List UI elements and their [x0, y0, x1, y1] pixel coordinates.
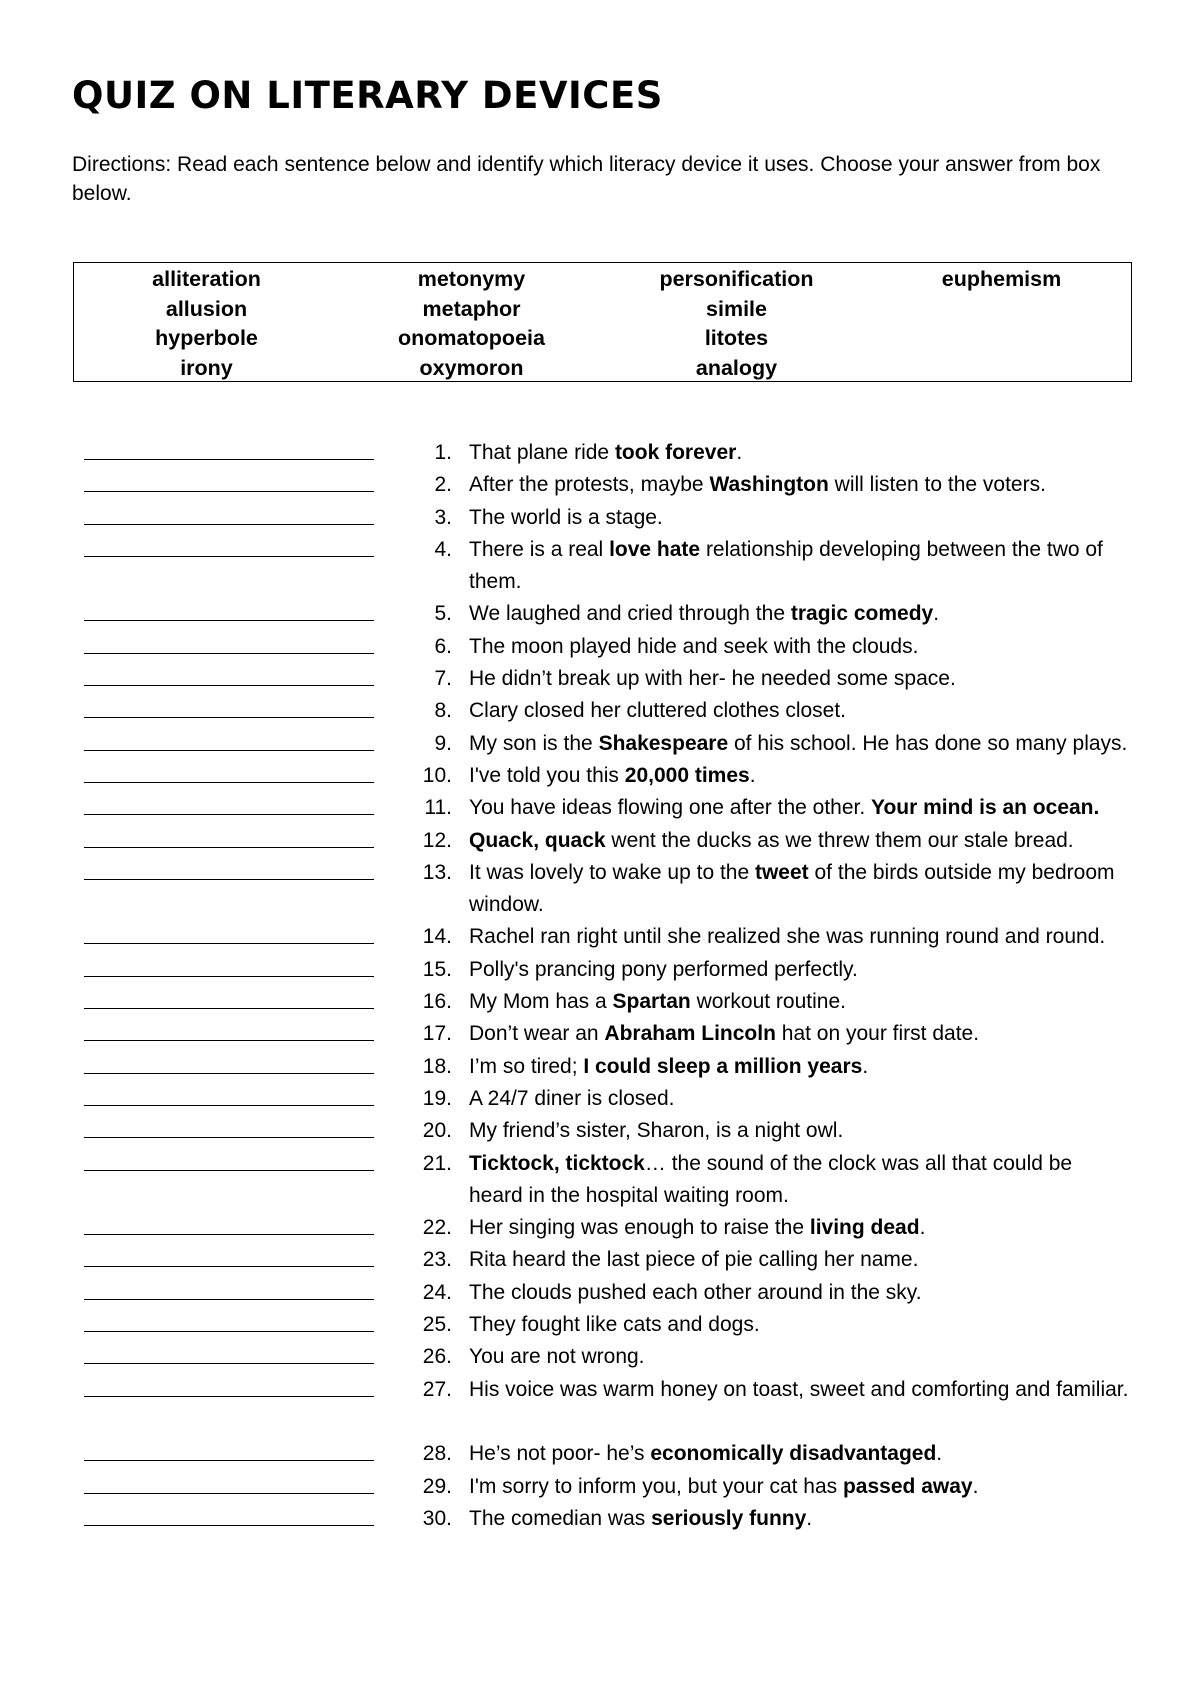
question-row [0, 1503, 1200, 1535]
question-row [0, 1309, 1200, 1341]
question-number: 21. [422, 1151, 452, 1175]
question-text [469, 631, 1129, 663]
question-list [0, 437, 1200, 1535]
question-fragment: Clary closed her cluttered clothes closet. [469, 699, 847, 723]
word-bank-term: oxymoron [419, 355, 524, 380]
question-highlight: love hate [609, 537, 701, 561]
question-number: 15. [422, 957, 452, 981]
question-row [0, 1115, 1200, 1147]
question-fragment: The comedian was [469, 1506, 652, 1530]
question-fragment: I've told you this [469, 763, 625, 787]
question-fragment: They fought like cats and dogs. [469, 1313, 760, 1337]
word-bank-column-2 [339, 265, 604, 383]
question-row [0, 1244, 1200, 1276]
question-number: 10. [422, 763, 452, 787]
question-number: 1. [434, 441, 452, 464]
question-fragment: After the protests, maybe [469, 473, 710, 497]
question-text [469, 663, 1129, 695]
question-fragment: will listen to the voters. [828, 473, 1046, 497]
question-fragment: went the ducks as we threw them our stale bread. [605, 828, 1074, 852]
answer-blank[interactable] [84, 653, 374, 654]
question-fragment: . [936, 1442, 943, 1466]
question-row [0, 921, 1200, 953]
question-text [469, 1018, 1129, 1050]
question-row [0, 502, 1200, 534]
question-number: 3. [434, 505, 452, 529]
word-bank-box [73, 262, 1132, 382]
question-row [0, 825, 1200, 857]
question-fragment: . [749, 763, 756, 787]
question-fragment: My Mom has a [469, 990, 613, 1014]
answer-blank[interactable] [84, 1525, 374, 1526]
question-text [469, 1148, 1129, 1213]
question-number: 13. [422, 860, 452, 884]
question-highlight: Shakespeare [598, 731, 729, 755]
question-row [0, 954, 1200, 986]
question-highlight: economically disadvantaged [650, 1442, 937, 1466]
answer-blank[interactable] [84, 879, 374, 880]
question-fragment: . [933, 602, 940, 626]
question-number: 11. [424, 796, 452, 820]
question-number: 23. [422, 1248, 452, 1272]
question-row [0, 1374, 1200, 1439]
answer-blank[interactable] [84, 1460, 374, 1461]
answer-blank[interactable] [84, 556, 374, 557]
question-row [0, 631, 1200, 663]
question-highlight: took forever [614, 441, 737, 464]
word-bank-term: allusion [165, 296, 248, 321]
question-number: 12. [422, 828, 452, 852]
question-fragment: A 24/7 diner is closed. [469, 1086, 675, 1110]
question-row [0, 534, 1200, 599]
answer-blank[interactable] [84, 620, 374, 621]
question-text [469, 1374, 1129, 1406]
question-number: 17. [422, 1022, 452, 1046]
question-text [469, 1277, 1129, 1309]
question-highlight: 20,000 times [624, 763, 750, 787]
answer-blank[interactable] [84, 847, 374, 848]
word-bank-term: euphemism [941, 267, 1062, 291]
question-number: 19. [422, 1086, 452, 1110]
question-row [0, 437, 1200, 469]
question-text [469, 1471, 1129, 1503]
question-fragment: The clouds pushed each other around in the sky. [469, 1280, 922, 1304]
question-highlight: Spartan [612, 990, 691, 1014]
question-fragment: He didn’t break up with her- he needed some space. [469, 667, 956, 691]
question-number: 27. [422, 1377, 452, 1401]
question-text [469, 1438, 1129, 1470]
question-text [469, 534, 1129, 599]
question-text [469, 986, 1129, 1018]
question-fragment: . [736, 441, 743, 464]
question-highlight: tweet [754, 860, 809, 884]
question-fragment: hat on your first date. [775, 1022, 980, 1046]
answer-blank[interactable] [84, 459, 374, 460]
question-highlight: living dead [809, 1216, 920, 1240]
answer-blank[interactable] [84, 1331, 374, 1332]
answer-blank[interactable] [84, 1234, 374, 1235]
word-bank-term: metonymy [417, 267, 526, 291]
question-row [0, 728, 1200, 760]
question-fragment: The moon played hide and seek with the clouds. [469, 634, 919, 658]
question-text [469, 1244, 1129, 1276]
question-number: 25. [422, 1313, 452, 1337]
question-fragment: You are not wrong. [469, 1345, 645, 1369]
question-row [0, 1051, 1200, 1083]
question-row [0, 598, 1200, 630]
question-row [0, 1277, 1200, 1309]
question-text [469, 921, 1129, 953]
question-text [469, 728, 1129, 760]
word-bank-column-3 [604, 265, 869, 383]
question-row [0, 1341, 1200, 1373]
answer-blank[interactable] [84, 1170, 374, 1171]
question-number: 7. [434, 667, 452, 691]
answer-blank[interactable] [84, 1008, 374, 1009]
question-fragment: There is a real [469, 537, 610, 561]
question-highlight: Your mind is an ocean. [871, 796, 1100, 820]
question-number: 16. [422, 990, 452, 1014]
question-text [469, 792, 1129, 824]
question-number: 28. [422, 1442, 452, 1466]
question-fragment: It was lovely to wake up to the [469, 860, 755, 884]
answer-blank[interactable] [84, 524, 374, 525]
question-fragment: relationship developing between the two of them. [469, 537, 1109, 594]
question-highlight: Abraham Lincoln [604, 1022, 776, 1046]
question-highlight: Washington [709, 473, 829, 497]
question-row [0, 760, 1200, 792]
answer-blank[interactable] [84, 943, 374, 944]
word-bank-term: irony [180, 355, 233, 380]
answer-blank[interactable] [84, 814, 374, 815]
word-bank-column-1 [74, 265, 339, 383]
answer-blank[interactable] [84, 1299, 374, 1300]
word-bank-term: personification [659, 267, 814, 291]
question-fragment: The world is a stage. [469, 505, 663, 529]
question-text [469, 857, 1129, 922]
question-fragment: My friend’s sister, Sharon, is a night owl. [469, 1119, 844, 1143]
word-bank-term: analogy [695, 355, 778, 380]
question-row [0, 1148, 1200, 1213]
question-row [0, 1212, 1200, 1244]
question-number: 2. [434, 473, 452, 497]
question-row [0, 857, 1200, 922]
question-text [469, 469, 1129, 501]
word-bank-term: onomatopoeia [398, 326, 545, 350]
question-text [469, 437, 1129, 469]
question-fragment: That plane ride [469, 441, 615, 464]
question-text [469, 502, 1129, 534]
question-fragment: Rachel ran right until she realized she was running round and round. [469, 925, 1106, 949]
answer-blank[interactable] [84, 1396, 374, 1397]
answer-blank[interactable] [84, 1266, 374, 1267]
question-text [469, 598, 1129, 630]
question-number: 29. [422, 1474, 452, 1498]
question-text [469, 825, 1129, 857]
question-row [0, 663, 1200, 695]
page-title: QUIZ ON LITERARY DEVICES [72, 74, 663, 117]
question-number: 18. [422, 1054, 452, 1078]
question-text [469, 1341, 1129, 1373]
question-number: 4. [434, 537, 452, 561]
word-bank-term: hyperbole [155, 326, 258, 350]
answer-blank[interactable] [84, 1493, 374, 1494]
question-fragment: . [919, 1216, 926, 1240]
question-row [0, 1083, 1200, 1115]
word-bank-term: metaphor [422, 296, 521, 321]
question-fragment: My son is the [469, 731, 599, 755]
answer-blank[interactable] [84, 976, 374, 977]
question-highlight: I could sleep a million years [583, 1054, 863, 1078]
question-number: 20. [422, 1119, 452, 1143]
question-number: 6. [434, 634, 452, 658]
directions-text: Directions: Read each sentence below and identify which literacy device it uses. Choose your answer from box below. [72, 153, 1101, 205]
question-fragment: I’m so tired; [469, 1054, 584, 1078]
question-fragment: of his school. He has done so many plays. [728, 731, 1128, 755]
answer-blank[interactable] [84, 717, 374, 718]
question-number: 9. [434, 731, 452, 755]
question-highlight: passed away [842, 1474, 973, 1498]
question-fragment: … the sound of the clock was all that could be heard in the hospital waiting room. [469, 1151, 1078, 1207]
question-row [0, 695, 1200, 727]
word-bank-term: simile [706, 296, 767, 321]
question-fragment: . [806, 1506, 813, 1530]
question-fragment: of the birds outside my bedroom window. [469, 860, 1121, 917]
question-number: 26. [422, 1345, 452, 1369]
question-row [0, 986, 1200, 1018]
question-fragment: Polly's prancing pony performed perfectly. [469, 957, 858, 981]
question-fragment: . [972, 1474, 979, 1498]
question-fragment: He’s not poor- he’s [469, 1442, 651, 1466]
question-number: 30. [422, 1506, 452, 1530]
question-text [469, 695, 1129, 727]
answer-blank[interactable] [84, 1363, 374, 1364]
question-text [469, 760, 1129, 792]
question-number: 8. [434, 699, 452, 723]
question-text [469, 954, 1129, 986]
question-row [0, 1471, 1200, 1503]
question-text [469, 1083, 1129, 1115]
question-fragment: . [862, 1054, 869, 1078]
question-fragment: You have ideas flowing one after the other. [469, 796, 872, 820]
question-text [469, 1212, 1129, 1244]
question-fragment: His voice was warm honey on toast, sweet and comforting and familiar. [469, 1377, 1129, 1401]
question-text [469, 1309, 1129, 1341]
question-fragment: We laughed and cried through the [469, 602, 791, 626]
answer-blank[interactable] [84, 1105, 374, 1106]
question-fragment: Don’t wear an [469, 1022, 605, 1046]
question-number: 24. [422, 1280, 452, 1304]
word-bank-term: litotes [704, 326, 769, 350]
question-highlight: tragic comedy [790, 602, 934, 626]
question-row [0, 792, 1200, 824]
question-text [469, 1051, 1129, 1083]
question-row [0, 1438, 1200, 1470]
question-highlight: Ticktock, ticktock [469, 1151, 645, 1175]
question-fragment: Rita heard the last piece of pie calling her name. [469, 1248, 919, 1272]
question-fragment: Her singing was enough to raise the [469, 1216, 810, 1240]
question-number: 5. [434, 602, 452, 626]
question-row [0, 1018, 1200, 1050]
question-row [0, 469, 1200, 501]
question-highlight: Quack, quack [469, 828, 606, 852]
answer-blank[interactable] [84, 1073, 374, 1074]
word-bank-column-4 [869, 265, 1134, 295]
answer-blank[interactable] [84, 685, 374, 686]
answer-blank[interactable] [84, 750, 374, 751]
answer-blank[interactable] [84, 491, 374, 492]
word-bank-term: alliteration [152, 267, 261, 291]
question-fragment: workout routine. [690, 990, 846, 1014]
answer-blank[interactable] [84, 782, 374, 783]
answer-blank[interactable] [84, 1040, 374, 1041]
question-text [469, 1115, 1129, 1147]
question-highlight: seriously funny [651, 1506, 807, 1530]
question-fragment: I'm sorry to inform you, but your cat has [469, 1474, 843, 1498]
question-number: 14. [422, 925, 452, 949]
question-text [469, 1503, 1129, 1535]
answer-blank[interactable] [84, 1137, 374, 1138]
question-number: 22. [422, 1216, 452, 1240]
